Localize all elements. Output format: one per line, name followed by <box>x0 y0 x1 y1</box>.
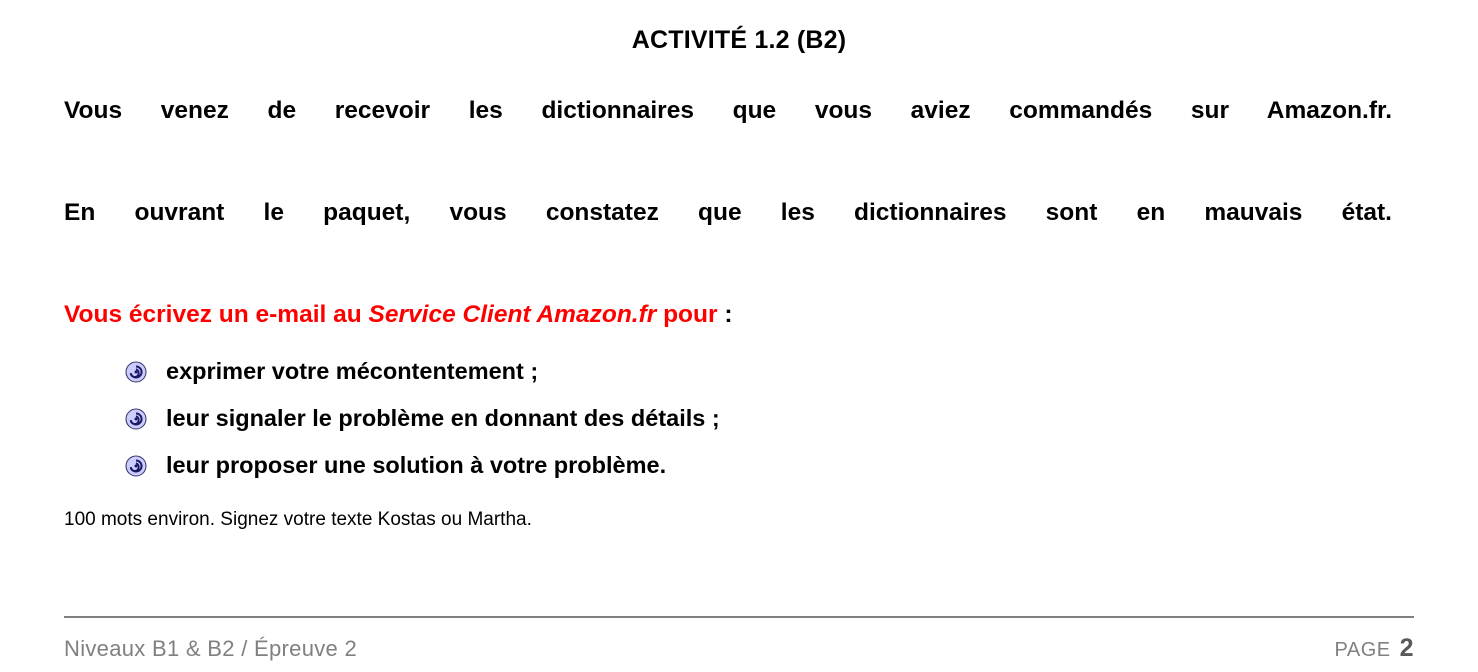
page-number: 2 <box>1399 634 1414 662</box>
list-item-label: leur proposer une solution à votre problème. <box>166 452 667 478</box>
instruction-colon: : <box>717 301 733 328</box>
page-label: PAGE <box>1334 639 1391 661</box>
list-item <box>124 358 1392 385</box>
instruction-text-part1: Vous écrivez un e-mail au <box>64 301 369 328</box>
word-count-note: 100 mots environ. Signez votre texte Kostas ou Martha. <box>64 509 532 530</box>
prompt-line-2: En ouvrant le paquet, vous constatez que les dictionnaires sont en mauvais état. <box>64 199 1392 226</box>
prompt-instruction-line <box>64 289 1392 340</box>
document-page <box>0 26 1478 672</box>
list-item-label: exprimer votre mécontentement ; <box>166 358 539 384</box>
instruction-service-name: Service Client Amazon.fr <box>368 301 657 328</box>
page-footer <box>64 634 1414 663</box>
footer-divider <box>64 616 1414 618</box>
spiral-bullet-icon <box>124 454 148 478</box>
list-item <box>124 405 1392 432</box>
footer-level-label: Niveaux B1 & B2 / Épreuve 2 <box>64 636 358 661</box>
spiral-bullet-icon <box>124 407 148 431</box>
prompt-line-1: Vous venez de recevoir les dictionnaires que vous aviez commandés sur Amazon.fr. <box>64 97 1392 124</box>
spiral-bullet-icon <box>124 360 148 384</box>
task-list <box>64 358 1392 479</box>
list-item <box>124 452 1392 479</box>
list-item-label: leur signaler le problème en donnant des détails ; <box>166 405 720 431</box>
instruction-text-part3: pour <box>656 301 718 328</box>
activity-body <box>64 85 1392 531</box>
footer-page-indicator <box>1335 634 1415 663</box>
prompt-paragraph <box>64 85 1392 340</box>
page-title: ACTIVITÉ 1.2 (B2) <box>631 26 847 54</box>
